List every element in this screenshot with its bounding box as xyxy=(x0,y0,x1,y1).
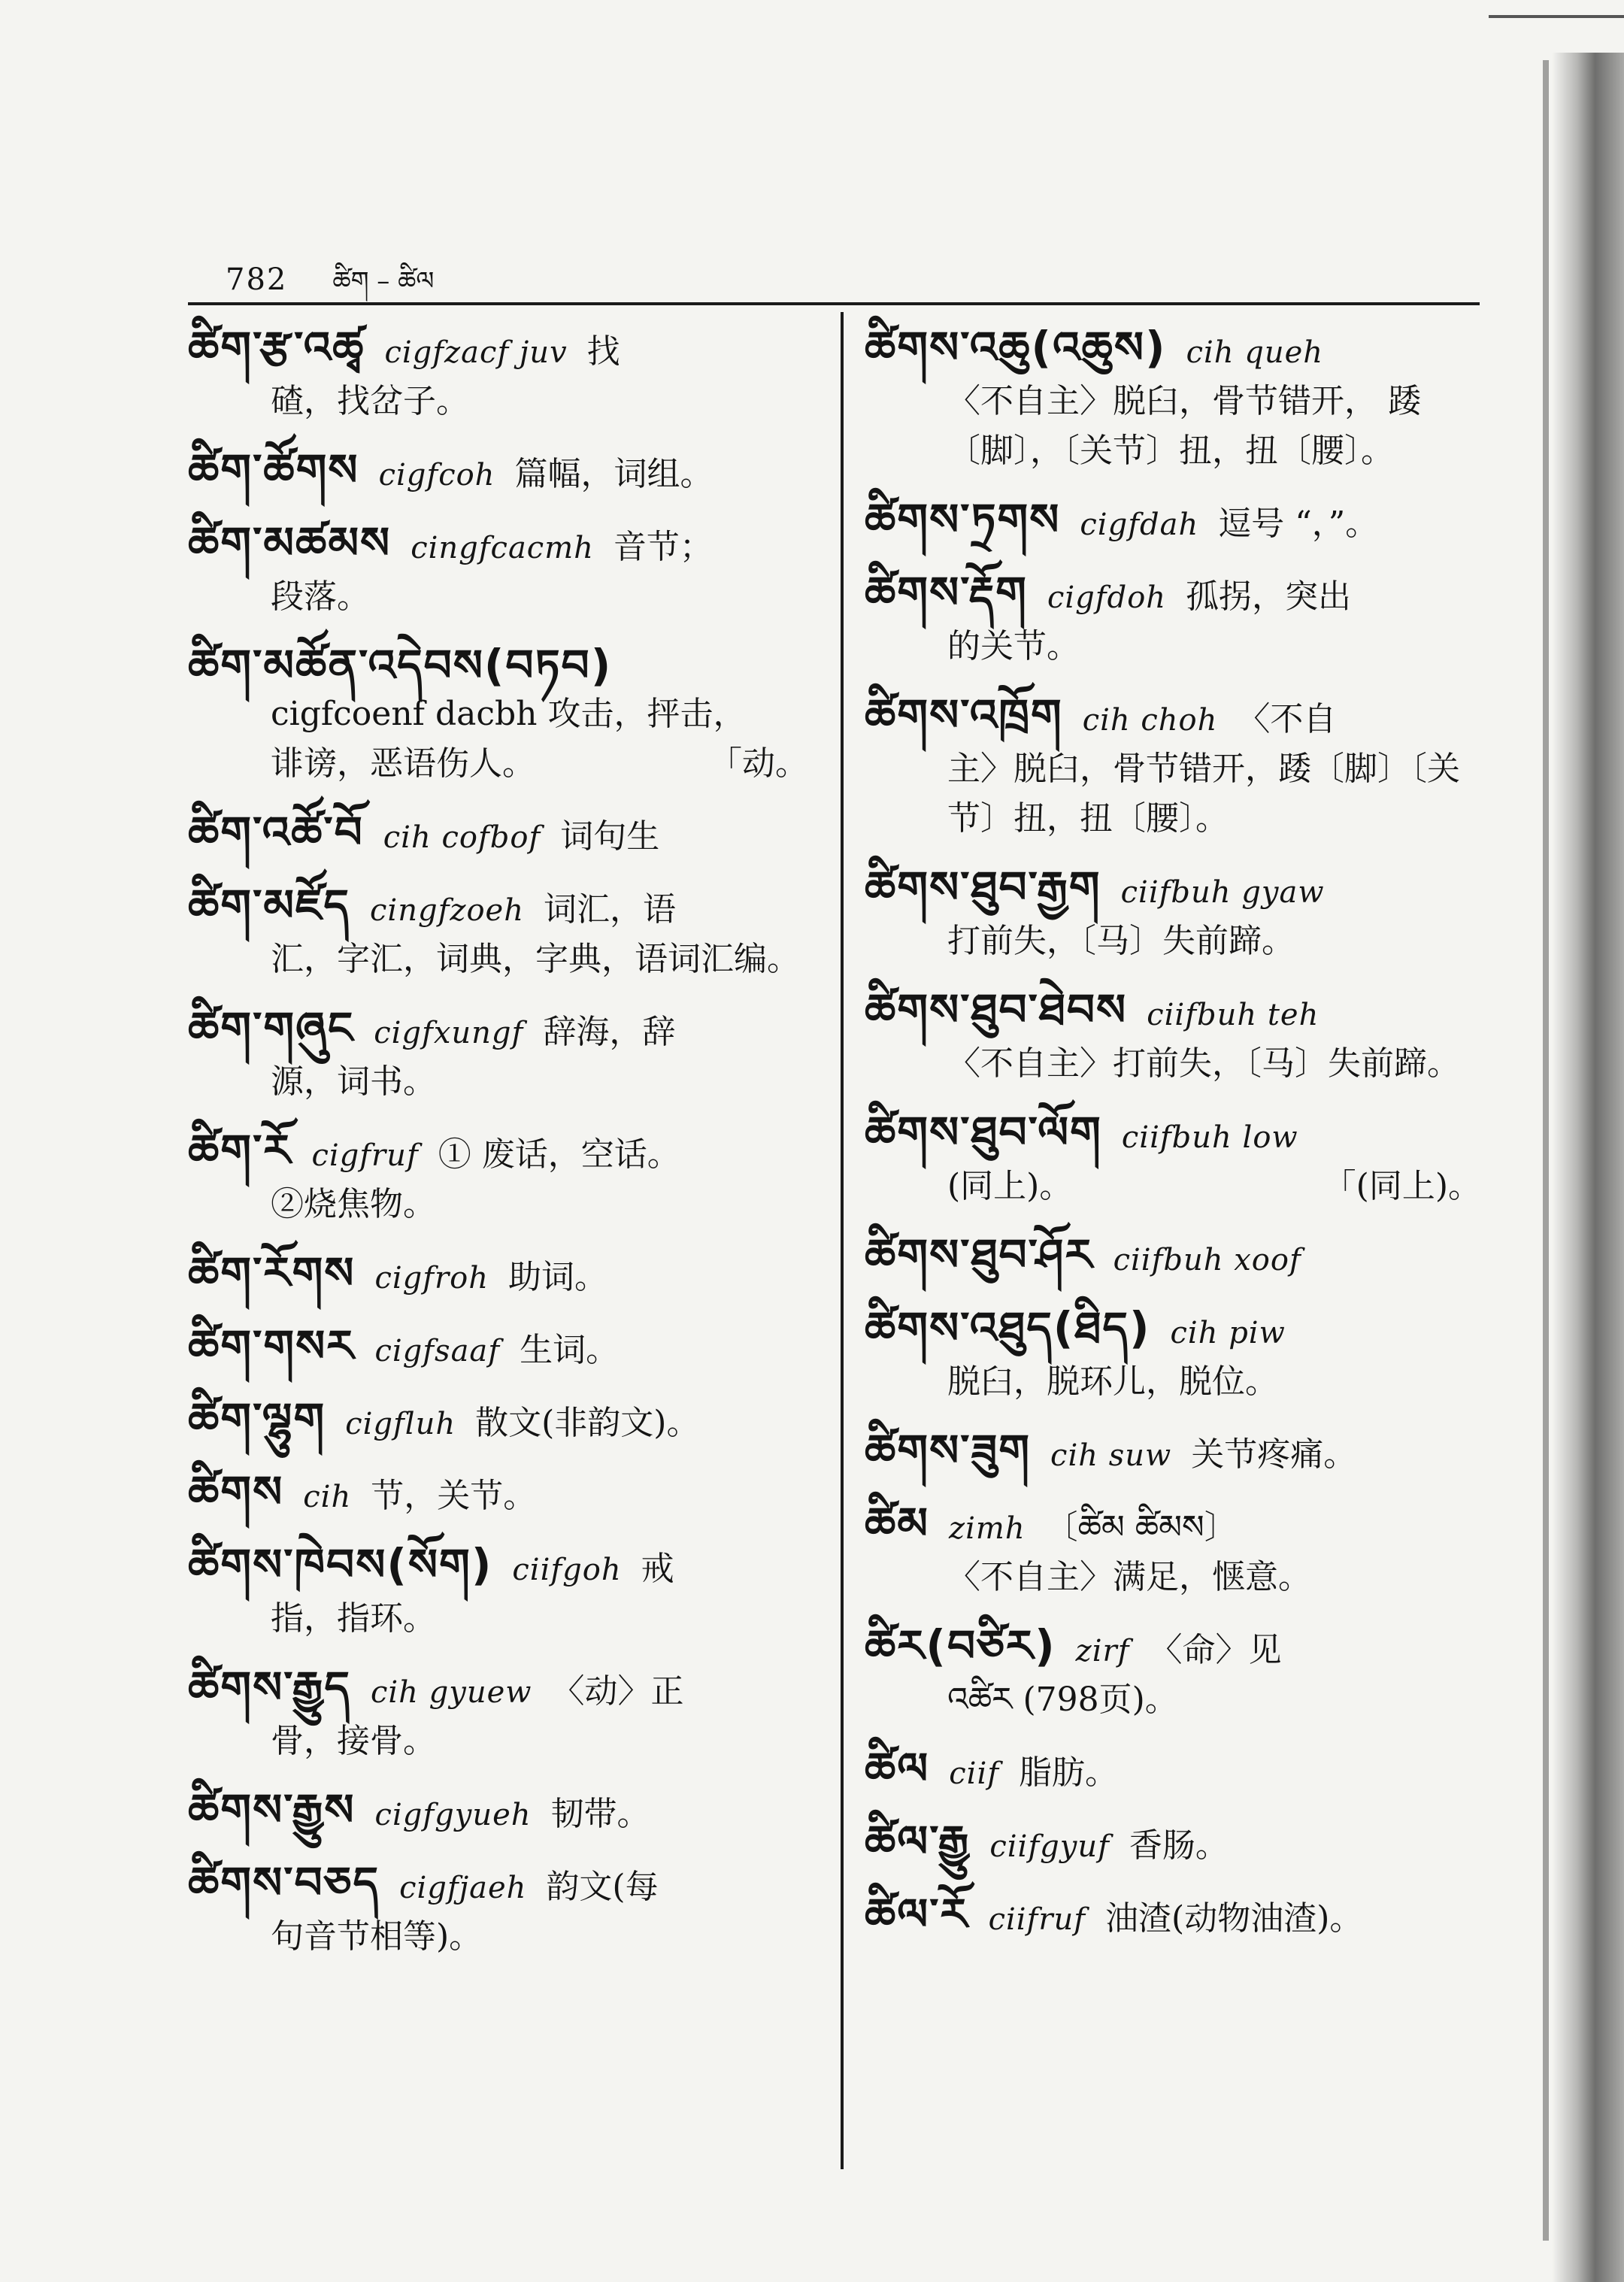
chinese-gloss: 〈动〉正 xyxy=(551,1672,684,1711)
tibetan-headword: ཚིག་ལྷུག xyxy=(188,1393,326,1444)
tibetan-headword: ཚིལ་རོ xyxy=(865,1889,969,1940)
entry-continuation: 碴，找岔子。 xyxy=(271,382,469,420)
tibetan-headword: ཚིགས་ཏྲགས xyxy=(865,494,1061,545)
dictionary-entry xyxy=(188,1786,816,1839)
romanization: cigfdah xyxy=(1080,508,1199,542)
entry-first-line xyxy=(865,1304,1489,1357)
dictionary-entry xyxy=(865,863,1489,966)
romanization: cih choh xyxy=(1082,703,1218,738)
entry-continuation: 源，词书。 xyxy=(271,1062,436,1101)
dictionary-entry xyxy=(865,1499,1489,1602)
tibetan-headword: ཚིགས xyxy=(188,1466,284,1517)
tibetan-headword: ཚིག་རོགས xyxy=(188,1247,356,1299)
entry-continuation: ②烧焦物。 xyxy=(271,1185,436,1223)
romanization: cigfroh xyxy=(374,1261,489,1296)
entry-flag: 「动。 xyxy=(709,744,808,783)
tibetan-headword: ཚིགས་རྒྱུད xyxy=(188,1662,351,1713)
tibetan-headword: ཚིགས་རྒྱུས xyxy=(188,1784,356,1835)
chinese-gloss: 散文(非韵文)。 xyxy=(475,1404,700,1442)
tibetan-headword: ཚིལ xyxy=(865,1743,930,1794)
dictionary-entry xyxy=(865,1890,1489,1944)
tibetan-headword: ཚིགས་རྡོག xyxy=(865,567,1028,618)
dictionary-entry xyxy=(865,1426,1489,1480)
chinese-gloss: 〈不自 xyxy=(1237,700,1337,738)
entry-first-line xyxy=(188,1126,816,1180)
tibetan-headword: ཚིགས་འཆུ(འཆུས) xyxy=(865,322,1167,373)
entry-flag: 「(同上)。 xyxy=(1323,1167,1481,1205)
romanization: cigfruf xyxy=(311,1138,419,1173)
dictionary-entry xyxy=(188,1004,816,1107)
chinese-gloss: 节，关节。 xyxy=(371,1477,537,1515)
entry-continuation: 〈不自主〉满足，惬意。 xyxy=(947,1558,1311,1596)
chinese-gloss: 辞海，辞 xyxy=(543,1013,676,1051)
romanization: cingfzoeh xyxy=(370,893,524,928)
romanization: cigfcoh xyxy=(378,458,495,492)
tibetan-headword: ཚིགས་ཐུབ་ཤོར xyxy=(865,1229,1094,1280)
column-divider xyxy=(841,312,844,2169)
entry-first-line xyxy=(188,1786,816,1839)
tibetan-headword: ཚིག་མཚམས xyxy=(188,517,392,568)
entry-first-line xyxy=(188,1322,816,1375)
entry-first-line xyxy=(865,1426,1489,1480)
romanization: cigfgyueh xyxy=(374,1798,532,1832)
entry-first-line xyxy=(865,323,1489,377)
dictionary-entry xyxy=(188,881,816,984)
entry-continuation: 打前失，〔马〕失前蹄。 xyxy=(947,922,1295,960)
entry-continuation: (同上)。 「(同上)。 xyxy=(865,1162,1489,1211)
entry-first-line xyxy=(188,323,816,377)
entry-first-line xyxy=(188,1249,816,1302)
entry-first-line xyxy=(188,519,816,572)
tibetan-headword: ཚིགས་ཟུག xyxy=(865,1425,1032,1476)
tibetan-headword: ཚིགས་འཁྲོག xyxy=(865,689,1063,741)
chinese-gloss: 韵文(每 xyxy=(546,1868,659,1906)
dictionary-entry xyxy=(188,1322,816,1375)
right-column xyxy=(865,323,1489,1963)
entry-continuation-2: 诽谤，恶语伤人。 「动。 xyxy=(188,739,816,789)
chinese-gloss: 逗号 “，”。 xyxy=(1218,505,1379,543)
dictionary-entry xyxy=(865,691,1489,844)
tibetan-headword: ཚིག་མཚོན་འདེབས(བཏབ) xyxy=(188,640,613,691)
tibetan-headword: ཚིག་འཚོ་བོ xyxy=(188,807,364,858)
chinese-gloss: 油渣(动物油渣)。 xyxy=(1105,1899,1363,1938)
tibetan-headword: ཚིལ་རྒྱུ xyxy=(865,1816,971,1867)
page-header xyxy=(226,252,434,297)
entry-continuation: 脱臼，脱环儿，脱位。 xyxy=(947,1362,1278,1401)
chinese-gloss: 韧带。 xyxy=(550,1795,650,1833)
chinese-gloss: 篇幅，词组。 xyxy=(514,455,714,493)
entry-continuation: 骨，接骨。 xyxy=(271,1722,436,1760)
romanization: ciifbuh low xyxy=(1121,1120,1298,1155)
chinese-gloss: 生词。 xyxy=(520,1331,620,1369)
romanization: ciifgoh xyxy=(512,1553,622,1587)
romanization: zirf xyxy=(1075,1634,1130,1668)
dictionary-entry xyxy=(188,1468,816,1521)
tibetan-headword: ཚིག་གཞུང xyxy=(188,1002,355,1053)
entry-continuation: འཚིར (798页)。 xyxy=(947,1680,1178,1719)
page-number: 782 xyxy=(226,262,288,297)
dictionary-entry xyxy=(188,1126,816,1229)
romanization: cingfcacmh xyxy=(411,531,594,565)
entry-first-line xyxy=(188,1859,816,1912)
dictionary-entry xyxy=(188,641,816,789)
dictionary-entry xyxy=(188,1663,816,1766)
entry-first-line xyxy=(188,1468,816,1521)
entry-first-line xyxy=(865,1231,1489,1284)
entry-first-line xyxy=(188,1663,816,1717)
dictionary-entry xyxy=(865,1817,1489,1871)
romanization: cih cofbof xyxy=(383,820,541,855)
chinese-gloss: 词句生 xyxy=(560,817,660,856)
dictionary-entry xyxy=(188,1859,816,1962)
chinese-gloss: 〈命〉见 xyxy=(1149,1631,1282,1669)
entry-continuation: 〈不自主〉打前失，〔马〕失前蹄。 xyxy=(947,1044,1460,1083)
dictionary-entry xyxy=(865,1304,1489,1407)
dictionary-entry xyxy=(188,446,816,499)
scan-top-rule xyxy=(1489,15,1624,18)
entry-continuation: 的关节。 xyxy=(947,627,1080,665)
entry-first-line xyxy=(188,1004,816,1057)
romanization: cigfdoh xyxy=(1047,580,1167,615)
tibetan-headword: ཚིགས་ཐུབ་ཐེབས xyxy=(865,984,1128,1035)
page-edge-line xyxy=(1543,60,1549,2241)
entry-first-line xyxy=(188,1541,816,1594)
romanization: ciifgyuf xyxy=(989,1829,1110,1864)
entry-continuation-2: 节〕扭，扭〔腰〕。 xyxy=(947,799,1229,838)
romanization: cih piw xyxy=(1170,1316,1286,1350)
tibetan-headword: ཚིག་གསར xyxy=(188,1320,356,1371)
entry-first-line xyxy=(865,568,1489,622)
entry-first-line xyxy=(865,691,1489,744)
dictionary-entry xyxy=(865,568,1489,671)
entry-first-line xyxy=(188,808,816,862)
dictionary-entry xyxy=(865,1744,1489,1798)
entry-continuation: 句音节相等)。 xyxy=(271,1917,483,1956)
tibetan-headword: ཚིར(བཙིར) xyxy=(865,1620,1056,1671)
entry-first-line xyxy=(865,1622,1489,1675)
tibetan-headword: ཚིགས་ཐུབ་ལོག xyxy=(865,1107,1102,1158)
entry-first-line xyxy=(865,863,1489,917)
entry-first-line xyxy=(188,446,816,499)
entry-continuation: 指，指环。 xyxy=(271,1599,436,1638)
romanization: cih gyuew xyxy=(370,1675,532,1710)
dictionary-entry xyxy=(188,519,816,622)
dictionary-entry xyxy=(188,1249,816,1302)
dictionary-entry xyxy=(865,1231,1489,1284)
entry-first-line xyxy=(865,495,1489,549)
page-edge-shadow xyxy=(1552,53,1624,2282)
entry-first-line xyxy=(865,1108,1489,1162)
chinese-gloss: 〔ཚིམ ཚིམས〕 xyxy=(1044,1508,1238,1547)
romanization: ciifbuh gyaw xyxy=(1120,875,1325,910)
dictionary-entry xyxy=(865,986,1489,1089)
header-rule xyxy=(188,302,1480,305)
tibetan-headword: ཚིག་མཛོད xyxy=(188,880,350,931)
tibetan-headword: ཚིགས་བཅད xyxy=(188,1857,380,1908)
entry-first-line xyxy=(865,1499,1489,1553)
dictionary-entry xyxy=(188,1541,816,1644)
left-column xyxy=(188,323,816,1981)
chinese-gloss: 助词。 xyxy=(508,1258,608,1296)
tibetan-headword: ཚིག་རོ xyxy=(188,1125,292,1176)
dictionary-entry xyxy=(188,323,816,426)
romanization: cigfsaaf xyxy=(374,1334,501,1368)
romanization: cigfxungf xyxy=(374,1016,524,1050)
romanization: cigfzacf juv xyxy=(384,335,568,370)
dictionary-entry xyxy=(188,808,816,862)
chinese-gloss: 香肠。 xyxy=(1129,1826,1229,1865)
romanization: cih queh xyxy=(1186,335,1324,370)
chinese-gloss: 脂肪。 xyxy=(1019,1753,1119,1792)
romanization: cih xyxy=(303,1480,352,1514)
tibetan-headword: ཚིགས་ཁེབས(སོག) xyxy=(188,1539,493,1590)
entry-continuation: cigfcoenf dacbh 攻击，抨击， xyxy=(271,695,747,733)
running-head: ཚིག – ཚིལ xyxy=(332,266,435,296)
dictionary-entry xyxy=(865,323,1489,476)
entry-first-line xyxy=(188,881,816,935)
tibetan-headword: ཚིག་རྩ་འཚྭ xyxy=(188,322,365,373)
entry-first-line xyxy=(865,1744,1489,1798)
romanization: ciif xyxy=(949,1756,1000,1791)
chinese-gloss: 戒 xyxy=(641,1550,674,1588)
entry-continuation: 段落。 xyxy=(271,577,370,616)
chinese-gloss: ① 废话，空话。 xyxy=(438,1135,680,1174)
entry-continuation: 主〉脱臼，骨节错开，踒〔脚〕〔关 xyxy=(947,750,1460,788)
tibetan-headword: ཚིགས་འཐུད(ཐིད) xyxy=(865,1302,1151,1353)
romanization: ciifbuh xoof xyxy=(1113,1243,1301,1277)
chinese-gloss: 找 xyxy=(586,332,620,371)
entry-continuation: 汇，字汇，词典，字典，语词汇编。 xyxy=(271,940,800,978)
chinese-gloss: 音节； xyxy=(613,528,713,566)
entry-continuation-2: 〔脚〕，〔关节〕扭，扭〔腰〕。 xyxy=(947,432,1394,470)
dictionary-entry xyxy=(865,1622,1489,1725)
chinese-gloss: 孤拐，突出 xyxy=(1186,577,1352,616)
chinese-gloss: 关节疼痛。 xyxy=(1191,1435,1357,1474)
dictionary-entry xyxy=(865,1108,1489,1211)
romanization: cigfluh xyxy=(345,1407,456,1441)
romanization: ciifruf xyxy=(988,1902,1086,1937)
romanization: cigfjaeh xyxy=(399,1871,527,1905)
romanization: zimh xyxy=(949,1511,1026,1546)
entry-continuation: 〈不自主〉脱臼，骨节错开， 踒 xyxy=(947,382,1421,420)
entry-first-line xyxy=(865,1890,1489,1944)
dictionary-entry xyxy=(188,1395,816,1448)
entry-first-line xyxy=(188,1395,816,1448)
entry-first-line xyxy=(865,986,1489,1039)
entry-first-line xyxy=(188,641,816,689)
tibetan-headword: ཚིགས་ཐུབ་རྒྱག xyxy=(865,862,1101,913)
tibetan-headword: ཚིམ xyxy=(865,1498,930,1549)
tibetan-headword: ཚིག་ཚོགས xyxy=(188,444,359,495)
romanization: cih suw xyxy=(1050,1438,1172,1473)
romanization: ciifbuh teh xyxy=(1147,998,1320,1032)
chinese-gloss: 词汇，语 xyxy=(543,890,676,929)
entry-first-line xyxy=(865,1817,1489,1871)
dictionary-entry xyxy=(865,495,1489,549)
